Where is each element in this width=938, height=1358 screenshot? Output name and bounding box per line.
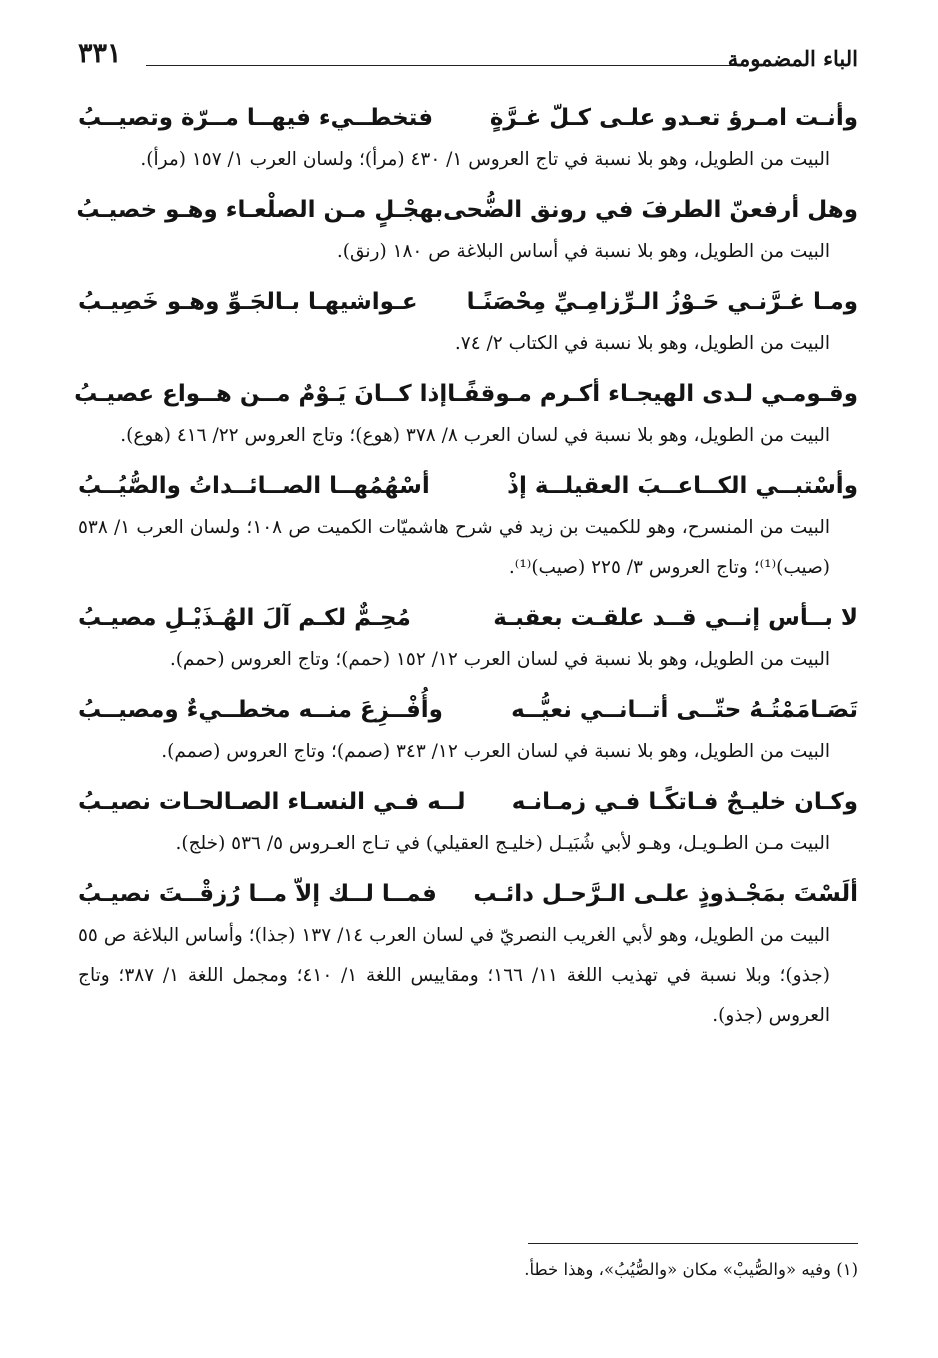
- verse-entries: [74, 96, 858, 1044]
- first-hemistich: تَصَـامَمْتُـهُ حتّــى أتــانــي نعيُّــه: [511, 697, 858, 723]
- verse-line: [78, 872, 858, 916]
- verse-entry: [78, 280, 858, 364]
- first-hemistich: وأنـت امـرؤ تعـدو علـى كـلّ غـرَّةٍ: [489, 105, 858, 131]
- second-hemistich: عـواشيهـا بـالجَـوِّ وهـو خَصِيـبُ: [78, 289, 418, 315]
- verse-entry: [78, 464, 858, 588]
- verse-entry: [78, 780, 858, 864]
- verse-note: البيت من الطويل، وهو لأبي الغريب النصريّ في لسان العرب ١٤/ ١٣٧ (جذا)؛ وأساس البلاغة ص ٥٥ (جذو)؛ وبلا نسبة في تهذيب اللغة ١١/ ١٦٦؛ ومقاييس اللغة ١/ ٤١٠؛ ومجمل اللغة ١/ ٣٨٧؛ وتاج العروس (جذو).: [78, 925, 830, 1026]
- first-hemistich: ومـا غـرَّنـي حَـوْزُ الـرِّزامِـيِّ مِحْصَنًـا: [466, 289, 858, 315]
- verse-note: البيت من المنسرح، وهو للكميت بن زيد في شرح هاشميّات الكميت ص ١٠٨؛ ولسان العرب ١/ ٥٣٨ (صيب)⁽¹⁾؛ وتاج العروس ٣/ ٢٢٥ (صيب)⁽¹⁾.: [78, 517, 830, 578]
- verse-line: [78, 596, 858, 640]
- verse-line: [78, 464, 858, 508]
- footnote-rule: [528, 1243, 858, 1244]
- first-hemistich: وأسْتبــي الكــاعــبَ العقيلــة إذْ: [507, 473, 858, 499]
- verse-note: البيت من الطويل، وهو بلا نسبة في لسان العرب ٨/ ٣٧٨ (هوع)؛ وتاج العروس ٢٢/ ٤١٦ (هوع).: [120, 425, 830, 446]
- verse-line: [78, 96, 858, 140]
- second-hemistich: إذا كــانَ يَـوْمٌ مــن هــواع عصيـبُ: [74, 381, 448, 407]
- verse-entry: [78, 596, 858, 680]
- first-hemistich: وهل أرفعنّ الطرفَ في رونق الضُّحى: [443, 197, 858, 223]
- second-hemistich: فتخطــيء فيهــا مــرّة وتصيــبُ: [78, 105, 434, 131]
- verse-line: [74, 372, 858, 416]
- page-number: ٣٣١: [78, 38, 122, 69]
- verse-line: [78, 780, 858, 824]
- second-hemistich: لــه فـي النسـاء الصـالحـات نصيـبُ: [78, 789, 466, 815]
- second-hemistich: أسْهُمُهــا الصــائــداتُ والصُّيُــبُ: [78, 473, 430, 499]
- first-hemistich: وقـومـي لـدى الهيجـاء أكـرم مـوقفًـا: [447, 381, 858, 407]
- verse-entry: [78, 872, 858, 1036]
- verse-note: البيت من الطويل، وهو بلا نسبة في الكتاب ٢/ ٧٤.: [454, 333, 830, 354]
- second-hemistich: مُحِـمٌّ لكـم آلَ الهُـذَيْـلِ مصيـبُ: [78, 605, 411, 631]
- verse-entry: [78, 688, 858, 772]
- verse-entry: [78, 96, 858, 180]
- header-rule: [146, 65, 736, 66]
- second-hemistich: وأُفْــزِعَ منــه مخطــيءٌ ومصيــبُ: [78, 697, 443, 723]
- first-hemistich: ألَسْتَ بمَجْـذوذٍ علـى الـرَّحـل دائـب: [473, 881, 858, 907]
- verse-entry: [74, 372, 858, 456]
- verse-note: البيت مـن الطـويـل، وهـو لأبي شُبَيـل (خليـج العقيلي) في تـاج العـروس ٥/ ٥٣٦ (خلج).: [175, 833, 830, 854]
- verse-note: البيت من الطويل، وهو بلا نسبة في أساس البلاغة ص ١٨٠ (رنق).: [336, 241, 830, 262]
- verse-note: البيت من الطويل، وهو بلا نسبة في لسان العرب ١٢/ ٣٤٣ (صمم)؛ وتاج العروس (صمم).: [161, 741, 830, 762]
- first-hemistich: لا بــأس إنــي قــد علقـت بعقبـة: [493, 605, 858, 631]
- verse-note: البيت من الطويل، وهو بلا نسبة في تاج العروس ١/ ٤٣٠ (مرأ)؛ ولسان العرب ١/ ١٥٧ (مرأ).: [140, 149, 830, 170]
- verse-line: [78, 688, 858, 732]
- verse-line: [78, 188, 858, 232]
- page-header: [78, 38, 858, 82]
- first-hemistich: وكـان خليـجٌ فـاتكًـا فـي زمـانـه: [511, 789, 858, 815]
- verse-note: البيت من الطويل، وهو بلا نسبة في لسان العرب ١٢/ ١٥٢ (حمم)؛ وتاج العروس (حمم).: [169, 649, 830, 670]
- verse-entry: [78, 188, 858, 272]
- second-hemistich: فمــا لــك إلاّ مــا رُزقْــتَ نصيـبُ: [78, 881, 437, 907]
- footnote: (١) وفيه «والصُّيبْ» مكان «والصُّيُبُ»، وهذا خطأ.: [524, 1260, 858, 1279]
- verse-line: [78, 280, 858, 324]
- second-hemistich: بهجْـلٍ مـن الصلْعـاء وهـو خصيـبُ: [76, 197, 444, 223]
- running-head: الباء المضمومة: [727, 46, 858, 71]
